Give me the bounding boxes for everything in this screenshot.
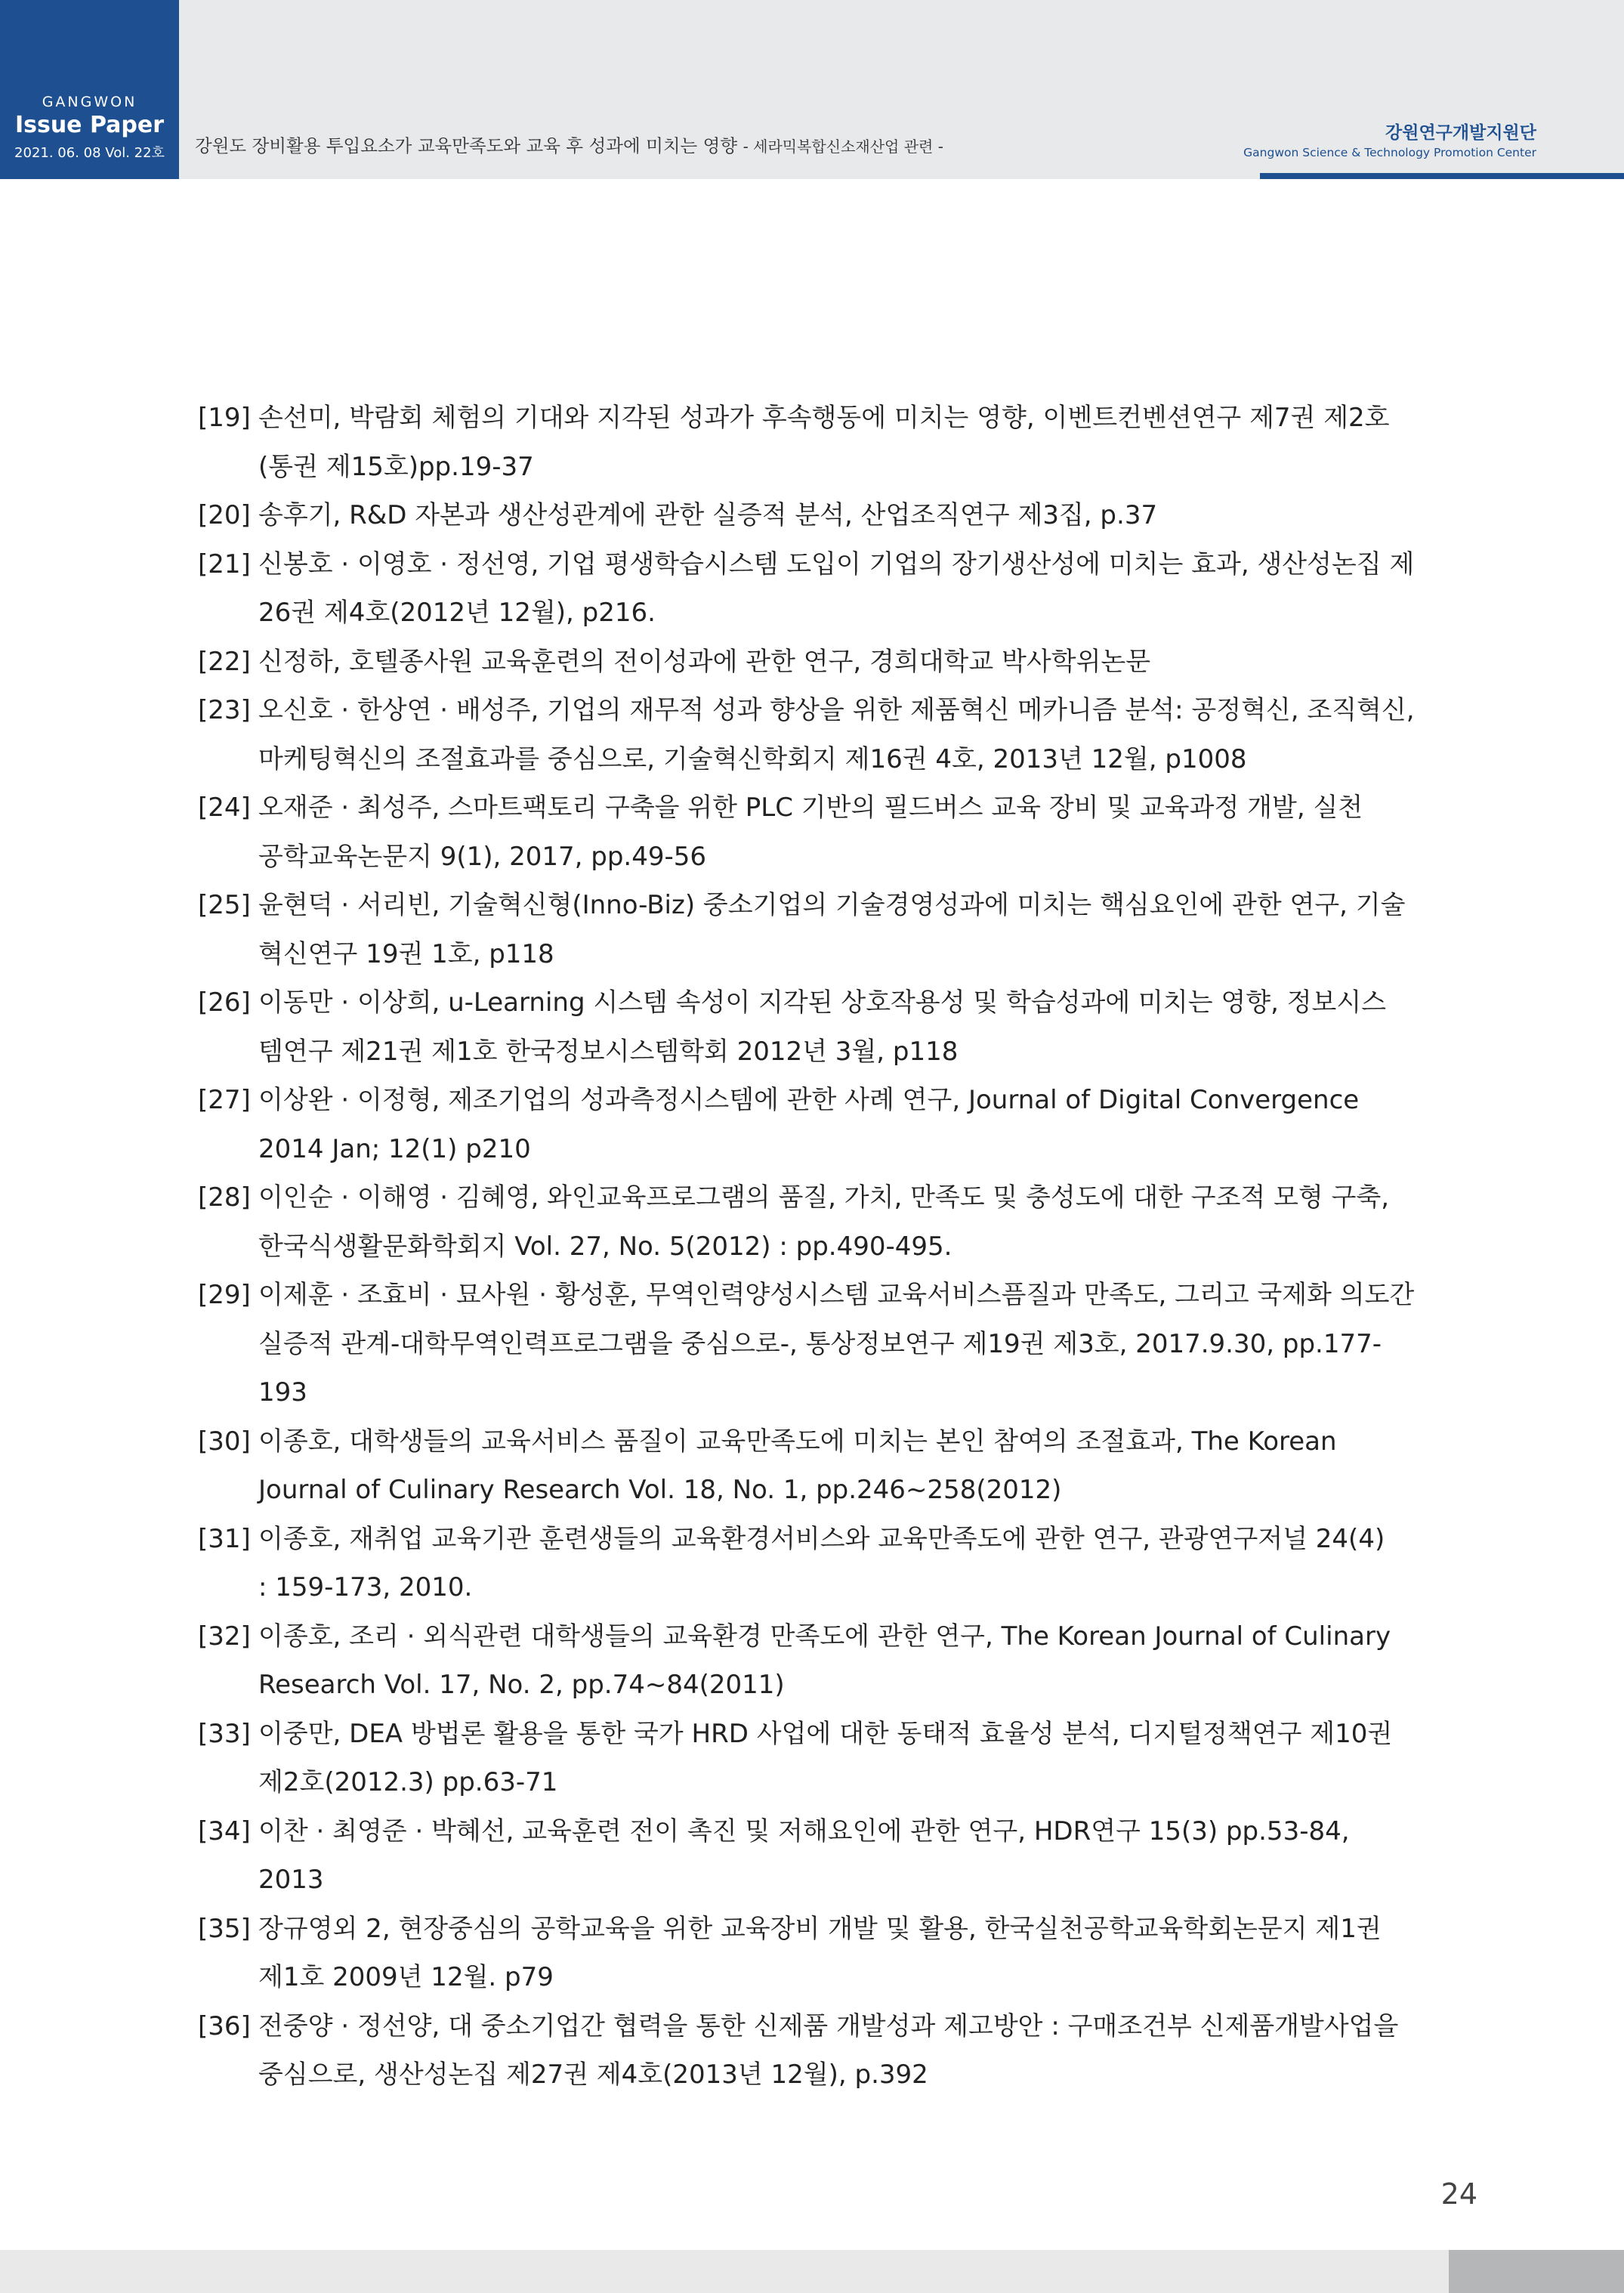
reference-number: [24] xyxy=(198,793,251,823)
reference-number: [35] xyxy=(198,1913,251,1944)
reference-number: [19] xyxy=(198,403,251,433)
reference-text-line: Research Vol. 17, No. 2, pp.74~84(2011) xyxy=(258,1670,785,1700)
reference-item xyxy=(198,1807,1431,1905)
page-header xyxy=(0,0,1624,179)
reference-text-line: 이종호, 재취업 교육기관 훈련생들의 교육환경서비스와 교육만족도에 관한 연구, 관광연구저널 24(4) xyxy=(258,1523,1385,1554)
reference-text-line: 이찬 · 최영준 · 박혜선, 교육훈련 전이 촉진 및 저해요인에 관한 연구, HDR연구 15(3) pp.53-84, xyxy=(258,1816,1350,1846)
reference-number: [28] xyxy=(198,1182,251,1213)
reference-text-line: 마케팅혁신의 조절효과를 중심으로, 기술혁신학회지 제16권 4호, 2013년 12월, p1008 xyxy=(258,743,1247,774)
reference-text-line: 혁신연구 19권 1호, p118 xyxy=(258,938,554,969)
reference-text-line: 제1호 2009년 12월. p79 xyxy=(258,1962,554,1992)
reference-number: [27] xyxy=(198,1085,251,1115)
reference-text-line: 장규영외 2, 현장중심의 공학교육을 위한 교육장비 개발 및 활용, 한국실천공학교육학회논문지 제1권 xyxy=(258,1913,1382,1944)
reference-number: [32] xyxy=(198,1621,251,1652)
reference-text-line: 이종호, 대학생들의 교육서비스 품질이 교육만족도에 미치는 본인 참여의 조절효과, The Korean xyxy=(258,1426,1337,1457)
reference-text-line: 이상완 · 이정형, 제조기업의 성과측정시스템에 관한 사례 연구, Journal of Digital Convergence xyxy=(258,1085,1360,1115)
reference-list xyxy=(198,394,1431,2100)
reference-number: [29] xyxy=(198,1280,251,1310)
reference-item xyxy=(198,2002,1431,2100)
reference-text-line: : 159-173, 2010. xyxy=(258,1572,473,1602)
reference-text-line: 신봉호 · 이영호 · 정선영, 기업 평생학습시스템 도입이 기업의 장기생산성에 미치는 효과, 생산성논집 제 xyxy=(258,549,1415,579)
reference-item xyxy=(198,1076,1431,1173)
reference-item xyxy=(198,638,1431,687)
reference-text-line: 한국식생활문화학회지 Vol. 27, No. 5(2012) : pp.490-495. xyxy=(258,1231,952,1262)
reference-number: [21] xyxy=(198,549,251,579)
reference-text-line: 공학교육논문지 9(1), 2017, pp.49-56 xyxy=(258,841,707,872)
issue-label: 2021. 06. 08 Vol. 22호 xyxy=(14,145,165,161)
reference-text-line: 제2호(2012.3) pp.63-71 xyxy=(258,1767,558,1797)
reference-item xyxy=(198,1905,1431,2002)
reference-text-line: 이중만, DEA 방법론 활용을 통한 국가 HRD 사업에 대한 동태적 효율성 분석, 디지털정책연구 제10권 xyxy=(258,1718,1393,1749)
reference-text-line: 2013 xyxy=(258,1865,324,1895)
reference-item xyxy=(198,394,1431,491)
running-title xyxy=(195,131,943,157)
running-title-sub: - 세라믹복합신소재산업 관련 - xyxy=(743,138,943,156)
reference-text-line: 송후기, R&D 자본과 생산성관계에 관한 실증적 분석, 산업조직연구 제3집, p.37 xyxy=(258,500,1158,530)
reference-text-line: 실증적 관계-대학무역인력프로그램을 중심으로-, 통상정보연구 제19권 제3호, 2017.9.30, pp.177- xyxy=(258,1328,1382,1359)
reference-item xyxy=(198,1710,1431,1807)
reference-text-line: 윤현덕 · 서리빈, 기술혁신형(Inno-Biz) 중소기업의 기술경영성과에 미치는 핵심요인에 관한 연구, 기술 xyxy=(258,890,1406,920)
reference-number: [36] xyxy=(198,2010,251,2041)
reference-text-line: 2014 Jan; 12(1) p210 xyxy=(258,1133,531,1164)
reference-item xyxy=(198,1612,1431,1710)
reference-text-line: 이인순 · 이해영 · 김혜영, 와인교육프로그램의 품질, 가치, 만족도 및 충성도에 대한 구조적 모형 구축, xyxy=(258,1182,1390,1213)
reference-text-line: 신정하, 호텔종사원 교육훈련의 전이성과에 관한 연구, 경희대학교 박사학위논문 xyxy=(258,646,1151,677)
reference-text-line: 오재준 · 최성주, 스마트팩토리 구축을 위한 PLC 기반의 필드버스 교육 장비 및 교육과정 개발, 실천 xyxy=(258,793,1363,823)
reference-number: [33] xyxy=(198,1718,251,1749)
reference-text-line: Journal of Culinary Research Vol. 18, No. 1, pp.246~258(2012) xyxy=(258,1475,1062,1505)
reference-item xyxy=(198,491,1431,540)
org-name-english: Gangwon Science & Technology Promotion Center xyxy=(1243,146,1536,159)
reference-text-line: 193 xyxy=(258,1377,307,1408)
org-name-korean: 강원연구개발지원단 xyxy=(1385,123,1536,143)
reference-text-line: 오신호 · 한상연 · 배성주, 기업의 재무적 성과 향상을 위한 제품혁신 메카니즘 분석: 공정혁신, 조직혁신, xyxy=(258,695,1415,725)
reference-item xyxy=(198,540,1431,638)
footer-bar xyxy=(0,2250,1449,2293)
reference-number: [22] xyxy=(198,646,251,677)
series-label: Issue Paper xyxy=(14,112,165,138)
running-title-main: 강원도 장비활용 투입요소가 교육만족도와 교육 후 성과에 미치는 영향 xyxy=(195,135,738,156)
reference-item xyxy=(198,1271,1431,1417)
reference-item xyxy=(198,1173,1431,1271)
reference-item xyxy=(198,783,1431,881)
reference-text-line: 이종호, 조리 · 외식관련 대학생들의 교육환경 만족도에 관한 연구, The Korean Journal of Culinary xyxy=(258,1621,1391,1652)
reference-item xyxy=(198,1515,1431,1612)
header-accent-line xyxy=(1260,173,1624,179)
reference-text-line: 템연구 제21권 제1호 한국정보시스템학회 2012년 3월, p118 xyxy=(258,1036,959,1067)
issue-paper-badge xyxy=(0,0,179,179)
reference-item xyxy=(198,1417,1431,1515)
brand-label: GANGWON xyxy=(42,94,137,110)
reference-item xyxy=(198,686,1431,783)
reference-text-line: (통권 제15호)pp.19-37 xyxy=(258,451,534,482)
reference-item xyxy=(198,978,1431,1076)
reference-number: [34] xyxy=(198,1816,251,1846)
reference-text-line: 26권 제4호(2012년 12월), p216. xyxy=(258,598,656,628)
reference-text-line: 이제훈 · 조효비 · 묘사원 · 황성훈, 무역인력양성시스템 교육서비스픔질과 만족도, 그리고 국제화 의도간 xyxy=(258,1280,1415,1310)
reference-text-line: 전중양 · 정선양, 대 중소기업간 협력을 통한 신제품 개발성과 제고방안 : 구매조건부 신제품개발사업을 xyxy=(258,2010,1399,2041)
reference-number: [30] xyxy=(198,1426,251,1457)
page-number: 24 xyxy=(1440,2177,1477,2211)
reference-text-line: 중심으로, 생산성논집 제27권 제4호(2013년 12월), p.392 xyxy=(258,2060,928,2090)
reference-item xyxy=(198,881,1431,978)
footer-accent xyxy=(1449,2250,1624,2293)
reference-text-line: 손선미, 박람회 체험의 기대와 지각된 성과가 후속행동에 미치는 영향, 이벤트컨벤션연구 제7권 제2호 xyxy=(258,403,1390,433)
reference-number: [26] xyxy=(198,987,251,1018)
reference-number: [20] xyxy=(198,500,251,530)
reference-text-line: 이동만 · 이상희, u-Learning 시스템 속성이 지각된 상호작용성 및 학습성과에 미치는 영향, 정보시스 xyxy=(258,987,1387,1018)
reference-number: [25] xyxy=(198,890,251,920)
reference-number: [23] xyxy=(198,695,251,725)
reference-number: [31] xyxy=(198,1523,251,1554)
